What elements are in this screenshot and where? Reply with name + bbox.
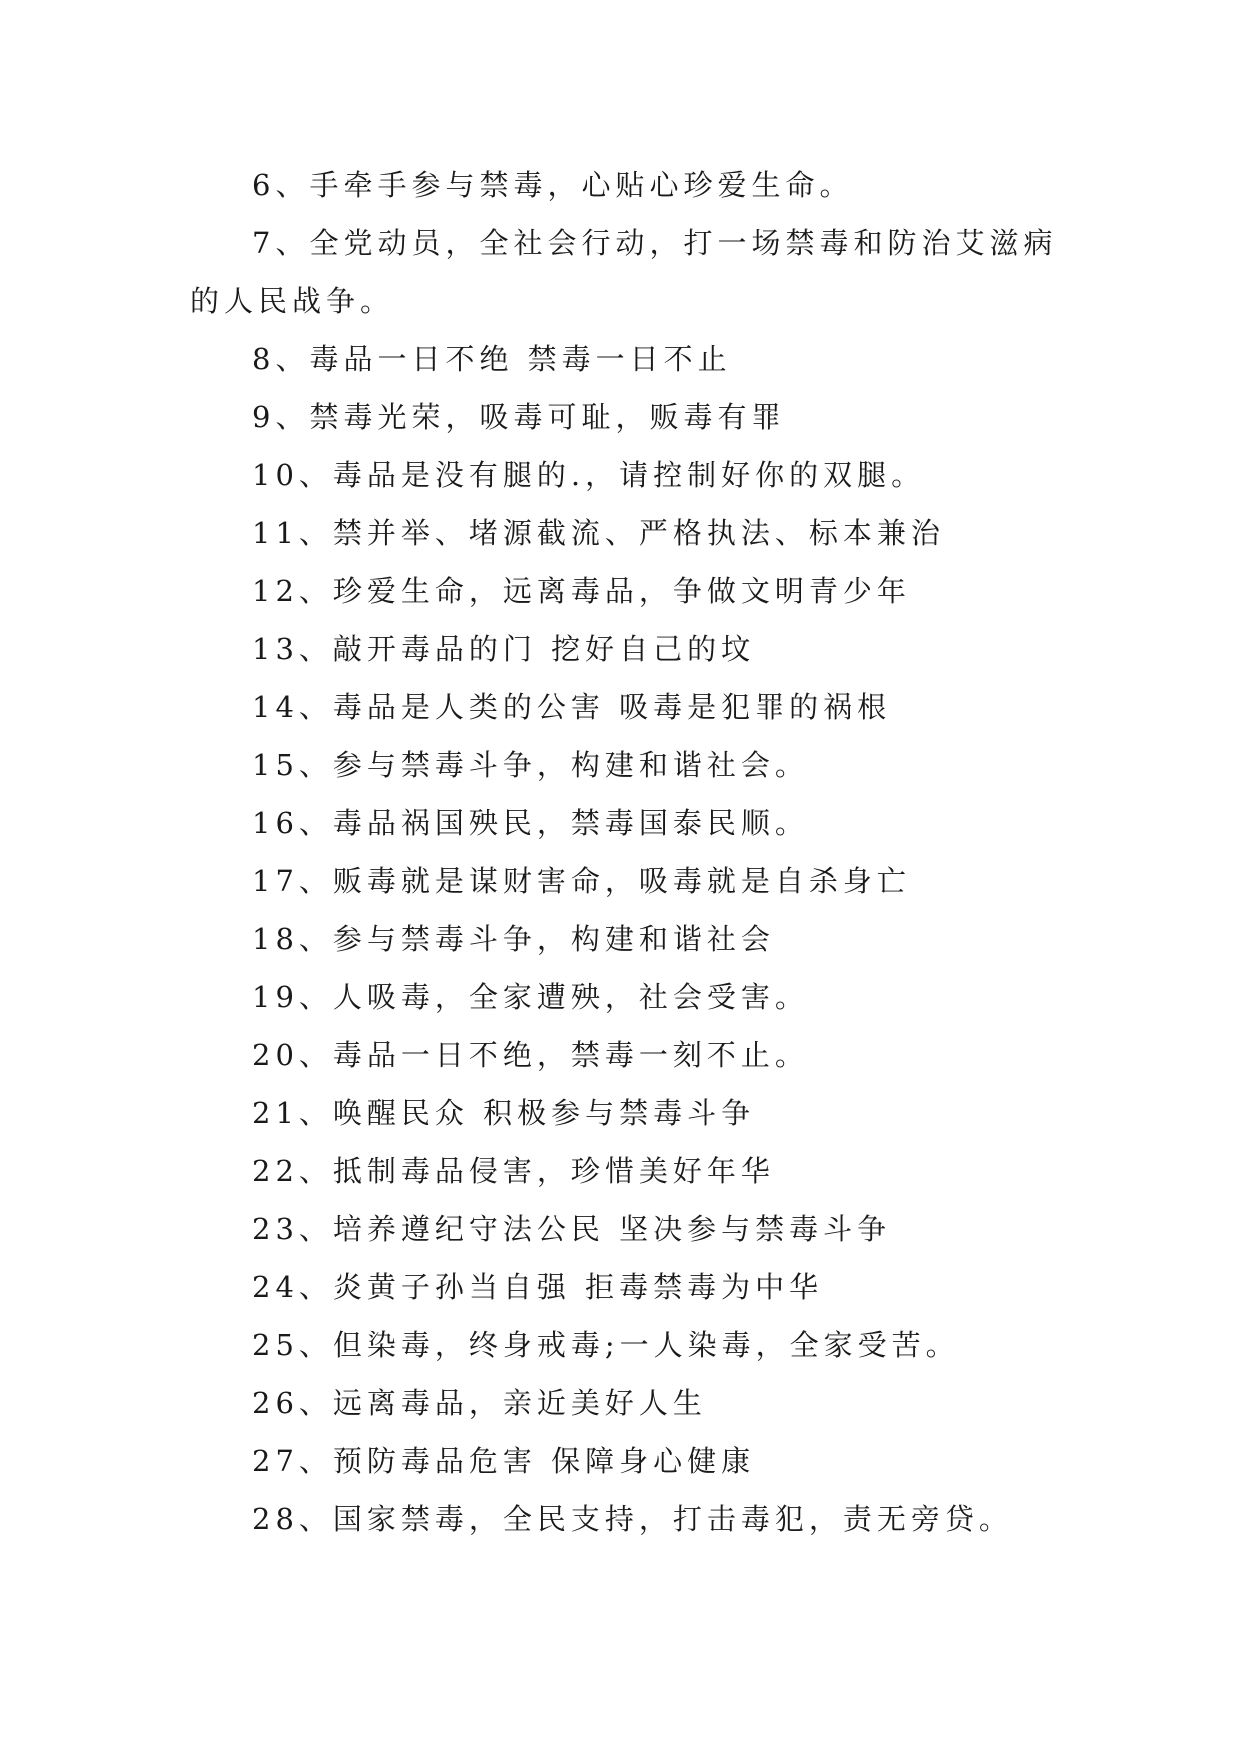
- slogan-item: 14、毒品是人类的公害 吸毒是犯罪的祸根: [252, 690, 892, 724]
- slogan-item: 9、禁毒光荣，吸毒可耻，贩毒有罪: [252, 400, 786, 434]
- slogan-item: 20、毒品一日不绝，禁毒一刻不止。: [252, 1038, 809, 1072]
- slogan-item: 17、贩毒就是谋财害命，吸毒就是自杀身亡: [252, 864, 911, 898]
- slogan-item: 7、全党动员，全社会行动，打一场禁毒和防治艾滋病的人民战争。: [190, 226, 1058, 318]
- slogan-item: 13、敲开毒品的门 挖好自己的坟: [252, 632, 756, 666]
- slogan-item: 28、国家禁毒，全民支持，打击毒犯，责无旁贷。: [252, 1502, 1013, 1536]
- slogan-item: 16、毒品祸国殃民，禁毒国泰民顺。: [252, 806, 809, 840]
- slogan-item: 11、禁并举、堵源截流、严格执法、标本兼治: [252, 516, 945, 550]
- slogan-item: 21、唤醒民众 积极参与禁毒斗争: [252, 1096, 756, 1130]
- slogan-item: 18、参与禁毒斗争，构建和谐社会: [252, 922, 775, 956]
- slogan-item: 12、珍爱生命，远离毒品，争做文明青少年: [252, 574, 911, 608]
- slogan-item: 26、远离毒品，亲近美好人生: [252, 1386, 707, 1420]
- slogan-item: 8、毒品一日不绝 禁毒一日不止: [252, 342, 732, 376]
- slogan-item: 15、参与禁毒斗争，构建和谐社会。: [252, 748, 809, 782]
- slogan-item: 10、毒品是没有腿的.，请控制好你的双腿。: [252, 458, 926, 492]
- slogan-item: 24、炎黄子孙当自强 拒毒禁毒为中华: [252, 1270, 824, 1304]
- slogan-item: 19、人吸毒，全家遭殃，社会受害。: [252, 980, 809, 1014]
- slogan-item: 23、培养遵纪守法公民 坚决参与禁毒斗争: [252, 1212, 892, 1246]
- slogan-item: 6、手牵手参与禁毒，心贴心珍爱生命。: [252, 168, 854, 202]
- slogan-item: 27、预防毒品危害 保障身心健康: [252, 1444, 756, 1478]
- slogan-list: [190, 156, 1060, 1548]
- slogan-item: 22、抵制毒品侵害，珍惜美好年华: [252, 1154, 775, 1188]
- slogan-item: 25、但染毒，终身戒毒;一人染毒，全家受苦。: [252, 1328, 960, 1362]
